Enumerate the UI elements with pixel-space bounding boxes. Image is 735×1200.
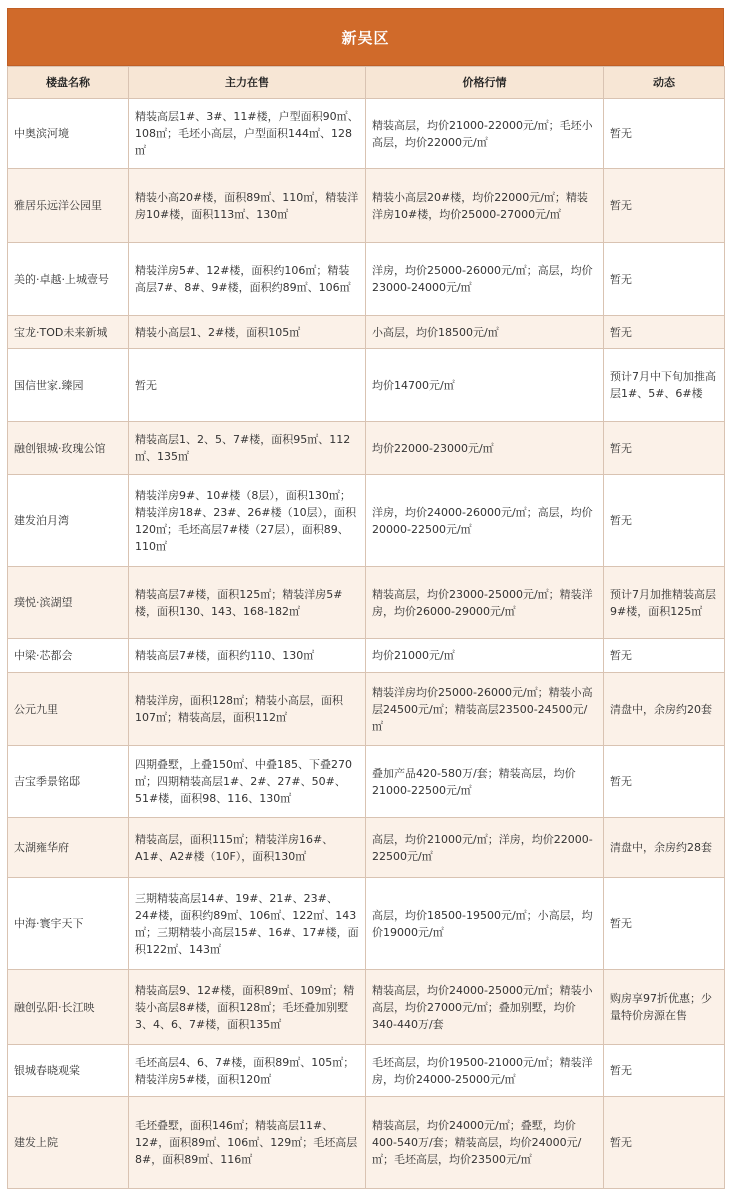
news-status: 预计7月中下旬加推高层1#、5#、6#楼 (604, 349, 725, 422)
price-info: 小高层，均价18500元/㎡ (366, 316, 604, 349)
table-row (8, 878, 725, 970)
price-info: 均价14700元/㎡ (366, 349, 604, 422)
table-row (8, 1097, 725, 1189)
header-price: 价格行情 (366, 67, 604, 99)
project-name: 国信世家.臻园 (8, 349, 129, 422)
news-status: 暂无 (604, 243, 725, 316)
news-status: 暂无 (604, 639, 725, 673)
main-supply: 精装高层7#楼，面积125㎡；精装洋房5#楼，面积130、143、168-182㎡ (129, 567, 366, 639)
header-project-name: 楼盘名称 (8, 67, 129, 99)
table-row (8, 99, 725, 169)
price-info: 洋房，均价24000-26000元/㎡；高层，均价20000-22500元/㎡ (366, 475, 604, 567)
main-supply: 精装洋房，面积128㎡；精装小高层，面积107㎡；精装高层，面积112㎡ (129, 673, 366, 746)
header-main-supply: 主力在售 (129, 67, 366, 99)
project-name: 宝龙·TOD未来新城 (8, 316, 129, 349)
table-body (8, 99, 725, 1189)
news-status: 暂无 (604, 169, 725, 243)
table-row (8, 639, 725, 673)
table-title: 新吴区 (7, 8, 724, 66)
news-status: 暂无 (604, 316, 725, 349)
project-name: 公元九里 (8, 673, 129, 746)
main-supply: 精装洋房5#、12#楼，面积约106㎡；精装高层7#、8#、9#楼，面积约89㎡、106㎡ (129, 243, 366, 316)
header-row (8, 67, 725, 99)
main-supply: 四期叠墅，上叠150㎡、中叠185、下叠270㎡；四期精装高层1#、2#、27#、50#、51#楼，面积98、116、130㎡ (129, 746, 366, 818)
project-name: 融创银城·玫瑰公馆 (8, 422, 129, 475)
price-info: 精装高层，均价24000-25000元/㎡；精装小高层，均价27000元/㎡；叠加别墅，均价340-440万/套 (366, 970, 604, 1045)
main-supply: 毛坯叠墅，面积146㎡；精装高层11#、12#，面积89㎡、106㎡、129㎡；毛坯高层8#，面积89㎡、116㎡ (129, 1097, 366, 1189)
price-info: 毛坯高层，均价19500-21000元/㎡；精装洋房，均价24000-25000元/㎡ (366, 1045, 604, 1097)
project-name: 美的·卓越·上城壹号 (8, 243, 129, 316)
table-row (8, 169, 725, 243)
project-name: 建发上院 (8, 1097, 129, 1189)
table-row (8, 567, 725, 639)
table-row (8, 422, 725, 475)
price-info: 精装高层，均价24000元/㎡；叠墅，均价400-540万/套；精装高层，均价24000元/㎡；毛坯高层，均价23500元/㎡ (366, 1097, 604, 1189)
table-row (8, 746, 725, 818)
main-supply: 精装高层1、2、5、7#楼，面积95㎡、112㎡、135㎡ (129, 422, 366, 475)
news-status: 暂无 (604, 878, 725, 970)
main-supply: 毛坯高层4、6、7#楼，面积89㎡、105㎡；精装洋房5#楼，面积120㎡ (129, 1045, 366, 1097)
news-status: 暂无 (604, 99, 725, 169)
main-supply: 精装高层7#楼，面积约110、130㎡ (129, 639, 366, 673)
main-supply: 精装洋房9#、10#楼（8层），面积130㎡；精装洋房18#、23#、26#楼（10层），面积120㎡；毛坯高层7#楼（27层），面积89、110㎡ (129, 475, 366, 567)
main-supply: 精装高层1#、3#、11#楼，户型面积90㎡、108㎡；毛坯小高层，户型面积144㎡、128㎡ (129, 99, 366, 169)
table-row (8, 475, 725, 567)
price-info: 均价22000-23000元/㎡ (366, 422, 604, 475)
project-name: 中海·寰宇天下 (8, 878, 129, 970)
project-name: 雅居乐远洋公园里 (8, 169, 129, 243)
news-status: 购房享97折优惠；少量特价房源在售 (604, 970, 725, 1045)
project-name: 中梁·芯都会 (8, 639, 129, 673)
news-status: 暂无 (604, 746, 725, 818)
price-info: 精装高层，均价21000-22000元/㎡；毛坯小高层，均价22000元/㎡ (366, 99, 604, 169)
main-supply: 暂无 (129, 349, 366, 422)
table-row (8, 316, 725, 349)
table-row (8, 818, 725, 878)
news-status: 暂无 (604, 475, 725, 567)
price-info: 高层，均价18500-19500元/㎡；小高层，均价19000元/㎡ (366, 878, 604, 970)
project-name: 中奥滨河境 (8, 99, 129, 169)
price-info: 精装高层，均价23000-25000元/㎡；精装洋房，均价26000-29000元/㎡ (366, 567, 604, 639)
price-table-container (7, 8, 724, 1189)
news-status: 暂无 (604, 422, 725, 475)
price-info: 精装小高层20#楼，均价22000元/㎡；精装洋房10#楼，均价25000-27000元/㎡ (366, 169, 604, 243)
main-supply: 三期精装高层14#、19#、21#、23#、24#楼，面积约89㎡、106㎡、122㎡、143㎡；三期精装小高层15#、16#、17#楼，面积122㎡、143㎡ (129, 878, 366, 970)
news-status: 暂无 (604, 1045, 725, 1097)
main-supply: 精装高层9、12#楼，面积89㎡、109㎡；精装小高层8#楼，面积128㎡；毛坯叠加别墅3、4、6、7#楼，面积135㎡ (129, 970, 366, 1045)
project-name: 太湖雍华府 (8, 818, 129, 878)
table-row (8, 970, 725, 1045)
news-status: 预计7月加推精装高层9#楼，面积125㎡ (604, 567, 725, 639)
price-info: 均价21000元/㎡ (366, 639, 604, 673)
table-row (8, 349, 725, 422)
news-status: 清盘中，余房约20套 (604, 673, 725, 746)
project-name: 融创弘阳·长江映 (8, 970, 129, 1045)
table-row (8, 1045, 725, 1097)
table-row (8, 243, 725, 316)
news-status: 暂无 (604, 1097, 725, 1189)
main-supply: 精装小高层1、2#楼，面积105㎡ (129, 316, 366, 349)
price-info: 洋房，均价25000-26000元/㎡；高层，均价23000-24000元/㎡ (366, 243, 604, 316)
price-info: 高层，均价21000元/㎡；洋房，均价22000-22500元/㎡ (366, 818, 604, 878)
news-status: 清盘中，余房约28套 (604, 818, 725, 878)
main-supply: 精装高层，面积115㎡；精装洋房16#、A1#、A2#楼（10F），面积130㎡ (129, 818, 366, 878)
project-name: 吉宝季景铭邸 (8, 746, 129, 818)
housing-price-table (7, 66, 725, 1189)
price-info: 精装洋房均价25000-26000元/㎡；精装小高层24500元/㎡；精装高层23500-24500元/㎡ (366, 673, 604, 746)
price-info: 叠加产品420-580万/套；精装高层，均价21000-22500元/㎡ (366, 746, 604, 818)
project-name: 建发泊月湾 (8, 475, 129, 567)
main-supply: 精装小高20#楼，面积89㎡、110㎡，精装洋房10#楼，面积113㎡、130㎡ (129, 169, 366, 243)
table-row (8, 673, 725, 746)
project-name: 银城春晓观棠 (8, 1045, 129, 1097)
project-name: 璞悦·滨湖望 (8, 567, 129, 639)
header-news: 动态 (604, 67, 725, 99)
